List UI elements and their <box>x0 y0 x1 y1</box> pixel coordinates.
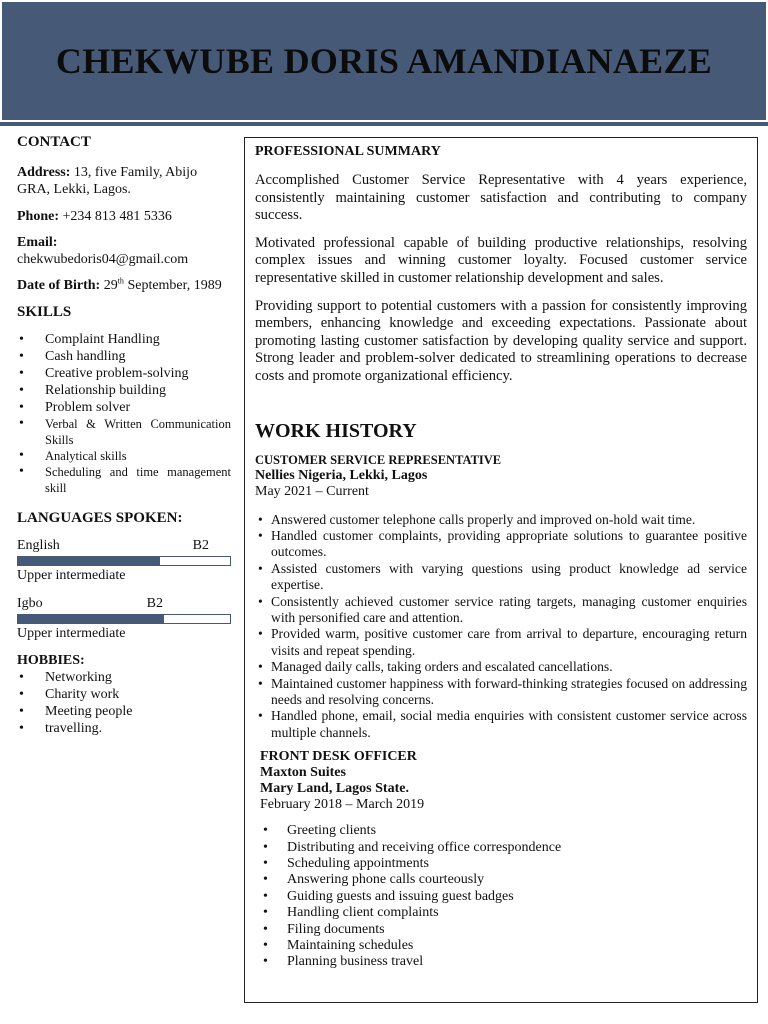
list-item: • Assisted customers with varying questions using product knowledge ad service expertise. <box>255 561 747 594</box>
list-item: • Handled customer complaints, providing appropriate solutions to guarantee positive outcomes. <box>255 528 747 561</box>
job-dates: May 2021 – Current <box>255 483 369 499</box>
job-company: Maxton Suites <box>260 765 346 781</box>
job-title: FRONT DESK OFFICER <box>260 749 417 765</box>
language-level: B2 <box>192 538 209 553</box>
job-location: Mary Land, Lagos State. <box>260 781 409 797</box>
dob-field <box>17 277 231 294</box>
sidebar <box>17 134 231 737</box>
list-item: • Managed daily calls, taking orders and escalated cancellations. <box>255 659 747 675</box>
languages-title: LANGUAGES SPOKEN: <box>17 510 183 526</box>
list-item: • Planning business travel <box>260 954 747 970</box>
email-field <box>17 234 231 268</box>
skills-list <box>17 331 231 496</box>
list-item: • Maintained customer happiness with forward-thinking strategies focused on addressing needs and resolving concerns. <box>255 676 747 709</box>
list-item: • Guiding guests and issuing guest badges <box>260 889 747 905</box>
list-item: • Problem solver <box>17 399 231 416</box>
summary-title: PROFESSIONAL SUMMARY <box>255 144 441 159</box>
list-item: • Complaint Handling <box>17 331 231 348</box>
list-item: • Provided warm, positive customer care from arrival to departure, encouraging return visits and repeat spending. <box>255 626 747 659</box>
header-banner <box>2 2 766 120</box>
list-item: • travelling. <box>17 720 231 737</box>
summary-paragraph: Accomplished Customer Service Representative with 4 years experience, consistently maintaining customer satisfaction and contributing to company success. <box>255 172 747 224</box>
list-item: • Analytical skills <box>17 448 231 464</box>
list-item: • Relationship building <box>17 382 231 399</box>
email-label: Email: <box>17 235 58 250</box>
dob-day: 29 <box>100 278 118 293</box>
address-field <box>17 164 231 198</box>
language-english <box>17 537 231 584</box>
main-content <box>244 137 758 1003</box>
work-history-title: WORK HISTORY <box>255 419 417 442</box>
contact-title: CONTACT <box>17 134 91 150</box>
list-item: • Scheduling and time management skill <box>17 464 231 496</box>
proficiency-fill <box>18 557 160 565</box>
job-duties <box>255 512 747 742</box>
hobbies-title: HOBBIES: <box>17 653 85 668</box>
list-item: • Answered customer telephone calls properly and improved on-hold wait time. <box>255 512 747 528</box>
list-item: • Handled phone, email, social media enquiries with consistent customer service across multiple channels. <box>255 708 747 741</box>
language-level: B2 <box>146 596 163 611</box>
dob-rest: September, 1989 <box>123 278 222 293</box>
email-value: chekwubedoris04@gmail.com <box>17 252 189 267</box>
list-item: • Verbal & Written Communication Skills <box>17 416 231 448</box>
summary-paragraph: Motivated professional capable of building productive relationships, resolving complex issues and winning customer loyalty. Focused customer service representative skilled in customer relationship development and sales. <box>255 234 747 286</box>
list-item: • Filing documents <box>260 922 747 938</box>
job-dates: February 2018 – March 2019 <box>260 797 425 813</box>
header-divider <box>0 122 768 126</box>
list-item: • Meeting people <box>17 703 231 720</box>
proficiency-bar <box>17 614 231 624</box>
list-item: • Handling client complaints <box>260 905 747 921</box>
list-item: • Networking <box>17 669 231 686</box>
proficiency-bar <box>17 556 231 566</box>
list-item: • Greeting clients <box>260 823 747 839</box>
candidate-name: CHEKWUBE DORIS AMANDIANAEZE <box>55 41 713 81</box>
language-desc: Upper intermediate <box>17 626 126 641</box>
language-igbo <box>17 595 231 642</box>
summary-paragraph: Providing support to potential customers with a passion for consistently improving members, enhancing knowledge and exceeding expectations. Passionate about promoting lasting customer satisfaction by developing quality service and support. Strong leader and problem-solver dedicated to streamlining operations to decrease costs and promote organizational efficiency. <box>255 297 747 384</box>
phone-value: +234 813 481 5336 <box>59 209 172 224</box>
language-name: Igbo <box>17 596 43 611</box>
list-item: • Cash handling <box>17 348 231 365</box>
language-name: English <box>17 538 60 553</box>
list-item: • Answering phone calls courteously <box>260 872 747 888</box>
dob-label: Date of Birth: <box>17 278 101 293</box>
list-item: • Scheduling appointments <box>260 856 747 872</box>
list-item: • Consistently achieved customer service rating targets, managing customer enquiries with personified care and attention. <box>255 594 747 627</box>
dob-suffix: th <box>117 276 124 286</box>
phone-field <box>17 208 231 225</box>
job-company: Nellies Nigeria, Lekki, Lagos <box>255 467 428 483</box>
job-front-desk <box>255 749 747 971</box>
proficiency-fill <box>18 615 164 623</box>
list-item: • Maintaining schedules <box>260 938 747 954</box>
phone-label: Phone: <box>17 209 59 224</box>
address-label: Address: <box>17 165 71 180</box>
list-item: • Distributing and receiving office correspondence <box>260 840 747 856</box>
job-title: CUSTOMER SERVICE REPRESENTATIVE <box>255 452 502 467</box>
list-item: • Creative problem-solving <box>17 365 231 382</box>
list-item: • Charity work <box>17 686 231 703</box>
address-value: 13, five Family, Abijo GRA, Lekki, Lagos. <box>17 165 198 197</box>
language-desc: Upper intermediate <box>17 568 126 583</box>
job-duties <box>260 823 747 971</box>
hobbies-list <box>17 669 231 737</box>
skills-title: SKILLS <box>17 304 72 320</box>
